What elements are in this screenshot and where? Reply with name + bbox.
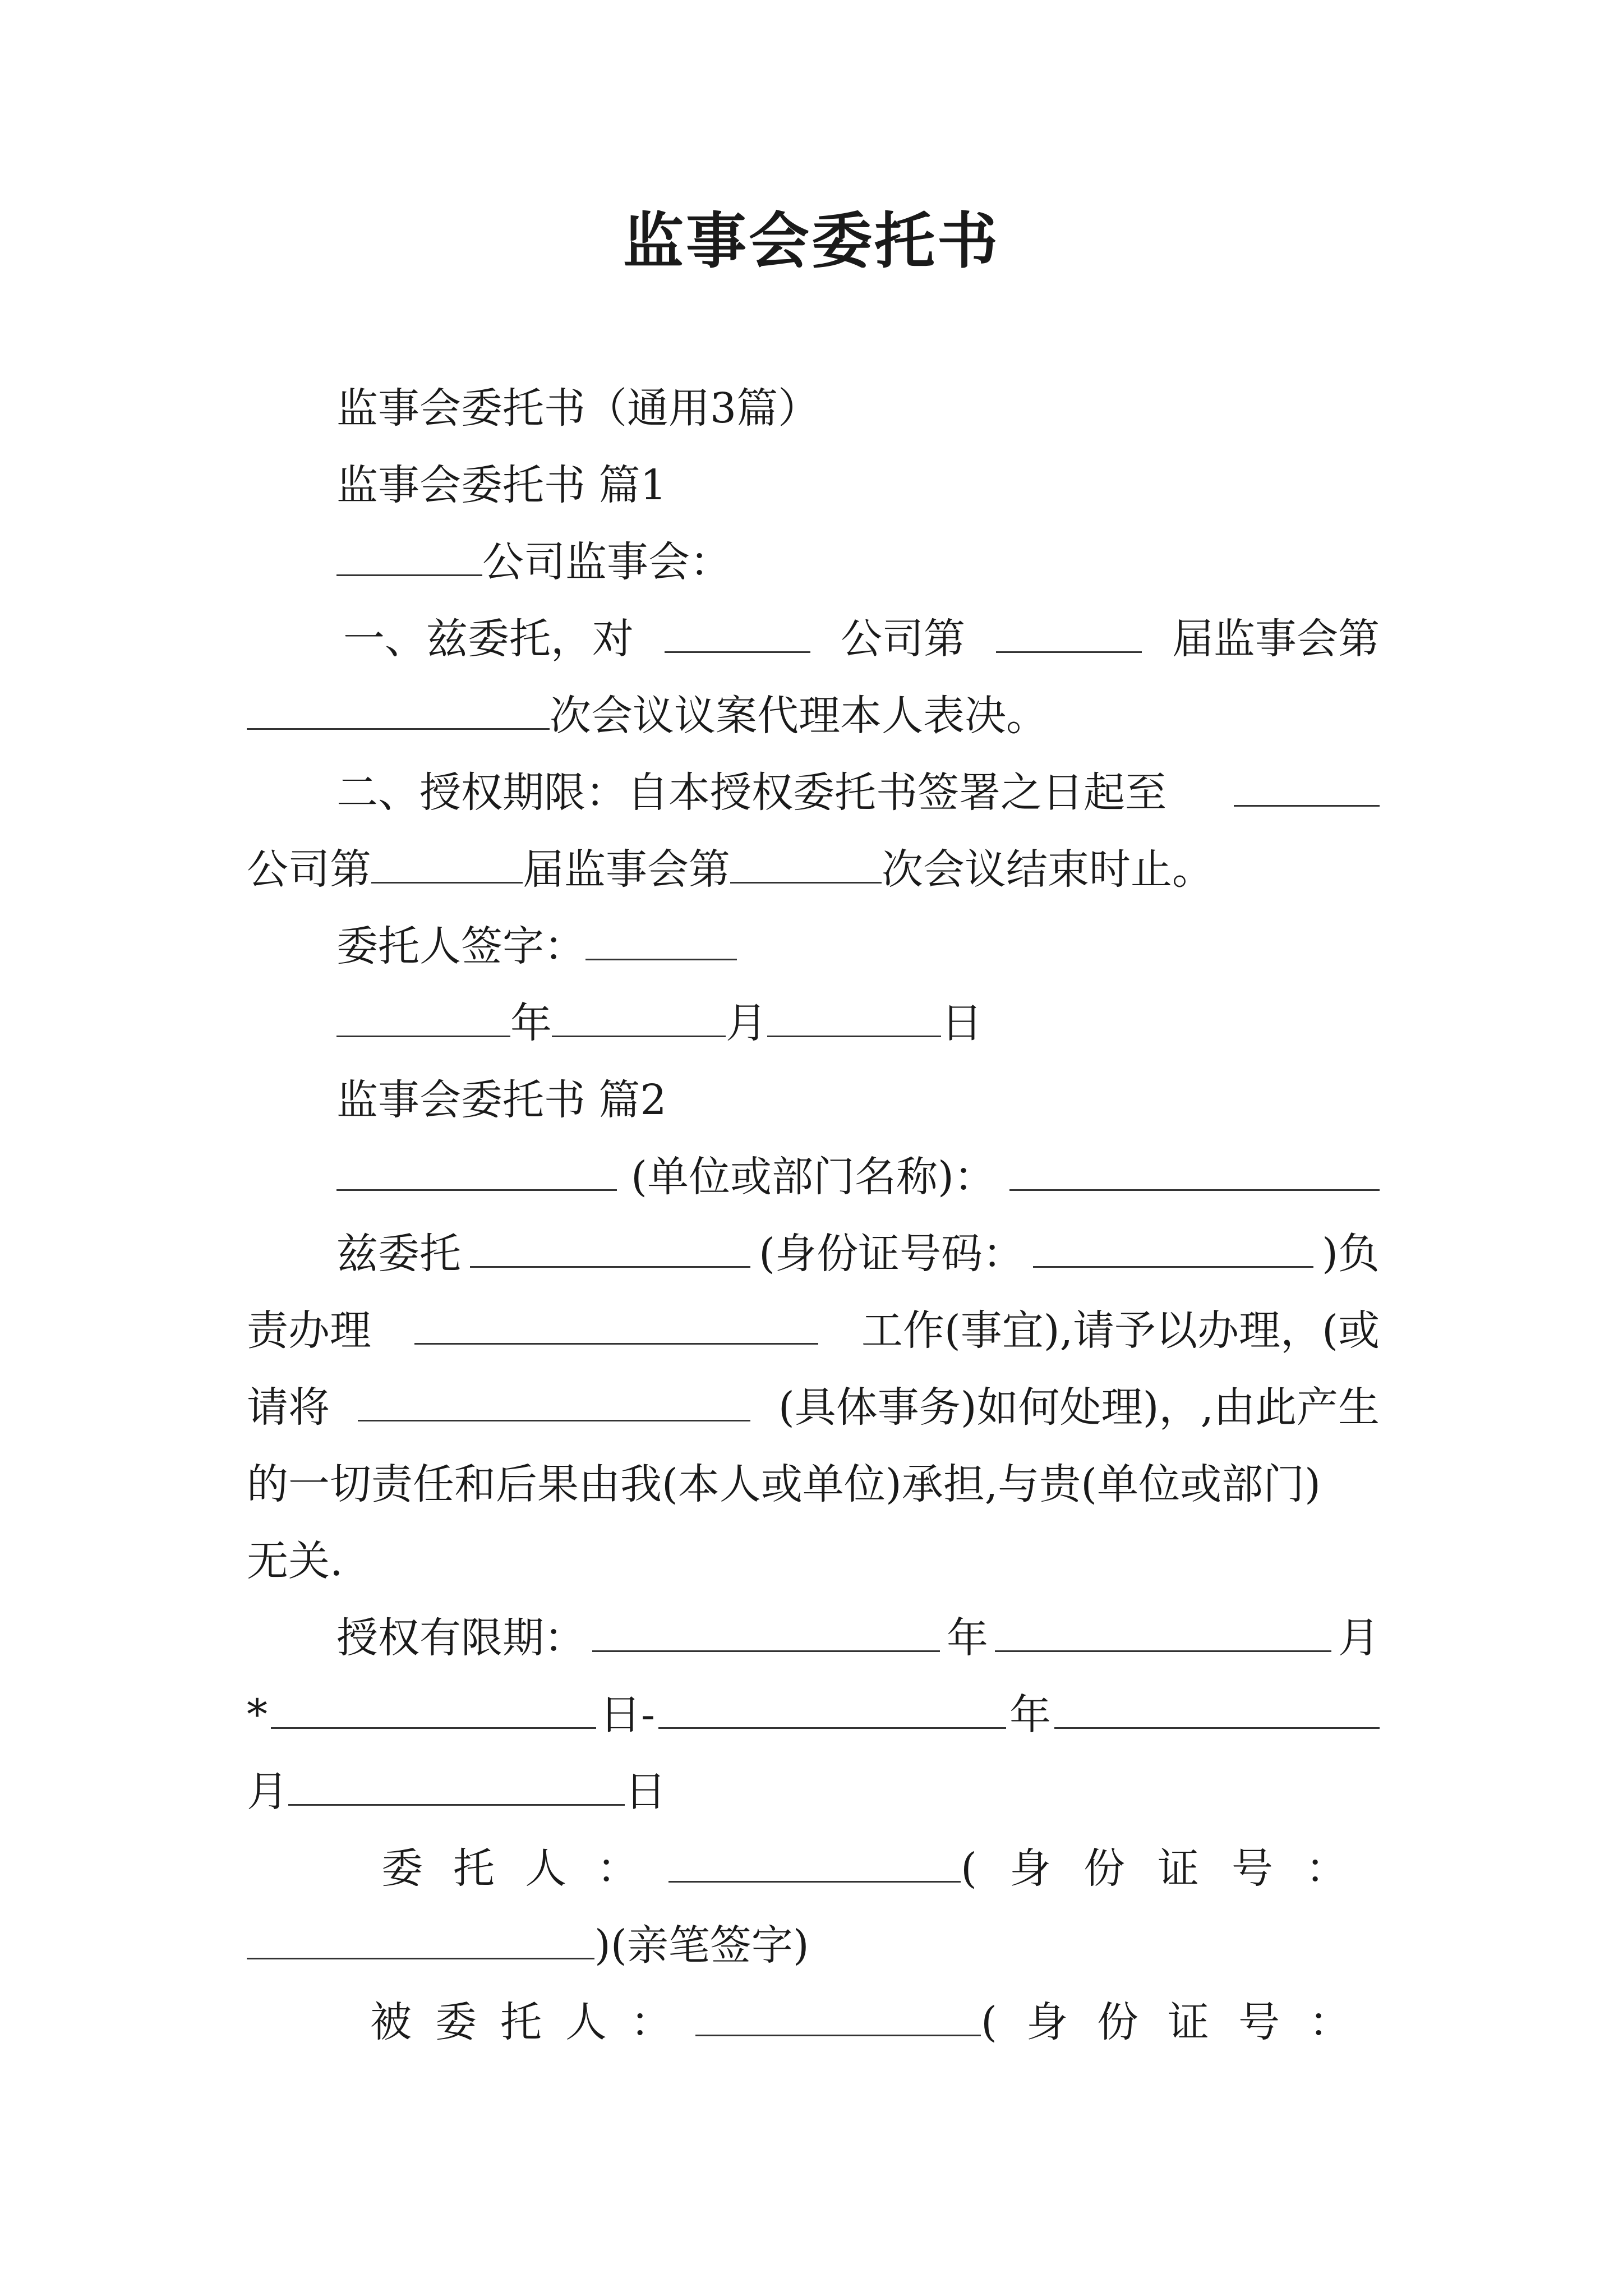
blank-start-day[interactable] [271, 1687, 596, 1729]
blank-year[interactable] [336, 995, 510, 1037]
blank-end-session[interactable] [371, 841, 523, 884]
blank-start-year[interactable] [592, 1610, 940, 1652]
section1-item2-line1: 二、授权期限：自本授权委托书签署之日起至 [247, 754, 1380, 831]
blank-trustee-name[interactable] [470, 1226, 750, 1268]
blank-end-day[interactable] [288, 1764, 625, 1806]
section1-item1-line1: 一、兹委托，对 公司第 届监事会第 [247, 601, 1380, 678]
section2-period-line3: 月 日 [247, 1754, 1380, 1830]
section2-p1-line1: 兹委托 (身份证号码： )负 [247, 1216, 1380, 1292]
blank-matter[interactable] [358, 1379, 750, 1421]
subtitle: 监事会委托书（通用3篇） [336, 384, 820, 432]
section2-p1-line5: 无关. [247, 1537, 343, 1585]
blank-entrustor[interactable] [668, 1841, 961, 1883]
section2-p1-line4: 的一切责任和后果由我(本人或单位)承担,与贵(单位或部门) [247, 1460, 1321, 1508]
blank-unit-name[interactable] [1009, 1149, 1380, 1191]
blank-meeting[interactable] [247, 688, 550, 730]
blank-company[interactable] [336, 534, 482, 576]
blank-name[interactable] [665, 611, 810, 653]
blank-end-month[interactable] [1054, 1687, 1380, 1729]
blank-signature[interactable] [585, 918, 737, 960]
section2-entrustor-line1: 委托人： (身份证号： [247, 1830, 1380, 1907]
section2-period-line2: * 日- 年 [247, 1677, 1380, 1754]
section2-unit: (单位或部门名称)： [247, 1139, 1380, 1216]
section2-p1-line2: 责办理 工作(事宜),请予以办理，(或 [247, 1292, 1380, 1369]
blank-entrustor-id[interactable] [247, 1917, 594, 1959]
blank-id-number[interactable] [1033, 1226, 1313, 1268]
blank-trustee[interactable] [695, 1994, 981, 2036]
section1-heading: 监事会委托书 篇1 [336, 461, 667, 509]
blank-end-meeting[interactable] [730, 841, 882, 884]
section1-addressee: 公司监事会： [247, 524, 1380, 601]
blank-day[interactable] [767, 995, 941, 1037]
blank-end-company[interactable] [1234, 765, 1380, 807]
section2-p1-line3: 请将 (具体事务)如何处理)，,由此产生 [247, 1369, 1380, 1446]
blank-month[interactable] [552, 995, 726, 1037]
blank-end-year[interactable] [658, 1687, 1006, 1729]
section1-item2-line2: 公司第 届监事会第 次会议结束时止。 [247, 831, 1380, 908]
section2-heading: 监事会委托书 篇2 [336, 1076, 667, 1124]
blank-unit[interactable] [336, 1149, 617, 1191]
blank-start-month[interactable] [995, 1610, 1331, 1652]
blank-session[interactable] [996, 611, 1142, 653]
section1-item1-line2: 次会议议案代理本人表决。 [247, 678, 1380, 754]
section2-period-line1: 授权有限期： 年 月 [247, 1600, 1380, 1677]
section1-date: 年 月 日 [247, 985, 1380, 1062]
blank-work[interactable] [414, 1303, 818, 1345]
document-title: 监事会委托书 [623, 206, 1000, 277]
section1-signer: 委托人签字： [247, 908, 1380, 985]
section2-trustee-line1: 被委托人： (身份证号： [247, 1984, 1380, 2061]
section2-entrustor-line2: )(亲笔签字) [247, 1907, 1380, 1984]
document-body [247, 370, 1380, 2061]
